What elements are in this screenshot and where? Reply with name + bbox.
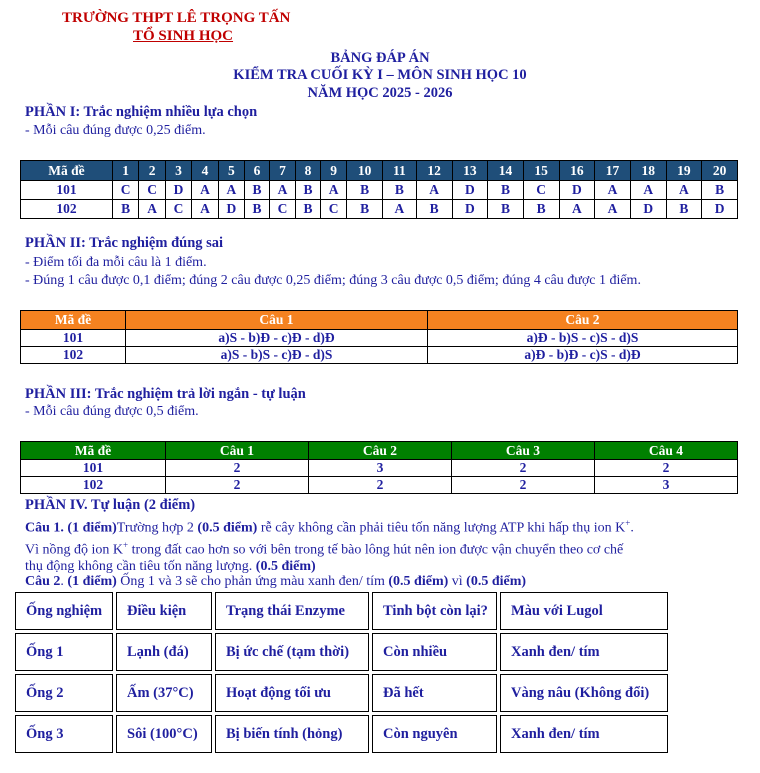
answer-cell: A: [269, 181, 295, 200]
answer-cell: B: [488, 181, 524, 200]
table-cell: 102: [21, 477, 166, 494]
table-header-row: [21, 161, 738, 181]
answer-cell: B: [488, 200, 524, 219]
table-cell: a)S - b)Đ - c)Đ - d)Đ: [126, 330, 428, 347]
answer-cell: D: [630, 200, 666, 219]
q1-score3: (0.5 điểm): [255, 559, 316, 575]
answer-cell: C: [523, 181, 559, 200]
part2-note1: - Điểm tối đa mỗi câu là 1 điểm.: [25, 255, 207, 270]
answer-cell: B: [296, 200, 321, 219]
answer-cell: B: [296, 181, 321, 200]
department-name: TỔ SINH HỌC: [133, 28, 234, 44]
table-cell: Vàng nâu (Không đổi): [500, 674, 668, 712]
table-cell: Xanh đen/ tím: [500, 715, 668, 753]
header-cell: Câu 1: [126, 311, 428, 330]
answer-cell: D: [452, 181, 488, 200]
table-row: [21, 347, 738, 364]
header-cell: 2: [139, 161, 165, 181]
table-cell: 2: [452, 460, 595, 477]
header-cell: 9: [320, 161, 346, 181]
answer-cell: B: [245, 181, 270, 200]
table-cell: 2: [595, 460, 738, 477]
row-code: 102: [21, 200, 113, 219]
table-cell: 101: [21, 460, 166, 477]
table-row: [21, 200, 738, 219]
answer-cell: A: [595, 181, 631, 200]
q1-label: Câu 1.: [25, 520, 64, 536]
table-row: [21, 330, 738, 347]
answer-cell: A: [192, 200, 218, 219]
part1-title: PHẦN I: Trắc nghiệm nhiều lựa chọn: [25, 104, 258, 120]
table-cell: Ấm (37°C): [116, 674, 212, 712]
header-cell: 12: [416, 161, 452, 181]
table-header-row: [21, 311, 738, 330]
q2-text-a: Ống 1 và 3 sẽ cho phản ứng màu xanh đen/ tím: [116, 574, 389, 589]
table-cell: Trạng thái Enzyme: [215, 592, 369, 630]
school-name: TRƯỜNG THPT LÊ TRỌNG TẤN: [62, 10, 291, 26]
table-cell: 101: [21, 330, 126, 347]
header-cell: 1: [112, 161, 138, 181]
answer-cell: C: [320, 200, 346, 219]
header-cell: 20: [702, 161, 738, 181]
answer-cell: D: [165, 181, 191, 200]
table-cell: a)Đ - b)Đ - c)S - d)Đ: [428, 347, 738, 364]
table-cell: Xanh đen/ tím: [500, 633, 668, 671]
header-cell: Mã đề: [21, 442, 166, 460]
answer-cell: B: [112, 200, 138, 219]
table-row: [15, 592, 668, 630]
q1-text-a: Trường hợp 2: [116, 520, 198, 536]
part1-note: - Mỗi câu đúng được 0,25 điểm.: [25, 123, 206, 138]
part3-table: [20, 441, 738, 494]
q1-score: (1 điểm): [67, 520, 117, 536]
q1-sup2: +: [123, 539, 129, 550]
answer-cell: A: [382, 200, 416, 219]
table-cell: Còn nguyên: [372, 715, 497, 753]
table-cell: Bị biến tính (hỏng): [215, 715, 369, 753]
doc-title: BẢNG ĐÁP ÁN: [330, 50, 430, 66]
table-cell: Điều kiện: [116, 592, 212, 630]
part4-table: [12, 589, 671, 756]
answer-cell: A: [666, 181, 702, 200]
header-cell: 6: [245, 161, 270, 181]
table-cell: Màu với Lugol: [500, 592, 668, 630]
answer-cell: A: [192, 181, 218, 200]
table-cell: Ống nghiệm: [15, 592, 113, 630]
table-row: [15, 715, 668, 753]
answer-cell: B: [666, 200, 702, 219]
table-cell: Lạnh (đá): [116, 633, 212, 671]
table-row: [15, 633, 668, 671]
table-row: [21, 181, 738, 200]
q1-sup: +: [625, 518, 631, 528]
answer-cell: A: [320, 181, 346, 200]
table-row: [15, 674, 668, 712]
table-cell: Đã hết: [372, 674, 497, 712]
header-cell: Mã đề: [21, 161, 113, 181]
answer-cell: C: [165, 200, 191, 219]
answer-cell: C: [269, 200, 295, 219]
school-year: NĂM HỌC 2025 - 2026: [307, 85, 453, 101]
table-cell: 3: [595, 477, 738, 494]
answer-cell: B: [347, 200, 383, 219]
answer-cell: D: [218, 200, 244, 219]
table-cell: 2: [166, 460, 309, 477]
part1-table: [20, 160, 738, 219]
header-cell: Mã đề: [21, 311, 126, 330]
table-cell: 2: [166, 477, 309, 494]
answer-cell: D: [559, 181, 595, 200]
header-cell: Câu 4: [595, 442, 738, 460]
question1-answer: [25, 515, 745, 575]
table-cell: Bị ức chế (tạm thời): [215, 633, 369, 671]
header-cell: 11: [382, 161, 416, 181]
table-cell: a)Đ - b)S - c)S - d)S: [428, 330, 738, 347]
header-cell: 7: [269, 161, 295, 181]
part2-title: PHẦN II: Trắc nghiệm đúng sai: [25, 235, 224, 251]
q1-line2b: trong đất cao hơn so với bên trong tế bào lông hút nên ion được vận chuyển theo cơ chế: [128, 542, 624, 558]
q1-line2a: Vì nồng độ ion K: [25, 542, 123, 558]
header-cell: Câu 2: [309, 442, 452, 460]
answer-cell: A: [595, 200, 631, 219]
table-header-row: [21, 442, 738, 460]
q2-score3: (0.5 điểm): [466, 574, 527, 589]
q1-score2: (0.5 điểm): [197, 520, 258, 536]
header-cell: 19: [666, 161, 702, 181]
table-cell: 102: [21, 347, 126, 364]
q1-text-c: .: [630, 520, 634, 536]
table-row: [21, 460, 738, 477]
answer-cell: A: [559, 200, 595, 219]
table-cell: 2: [452, 477, 595, 494]
answer-cell: A: [630, 181, 666, 200]
header-cell: 14: [488, 161, 524, 181]
answer-cell: B: [702, 181, 738, 200]
header-cell: 3: [165, 161, 191, 181]
answer-cell: B: [245, 200, 270, 219]
header-cell: Câu 2: [428, 311, 738, 330]
q1-line3: thụ động không cần tiêu tốn năng lượng.: [25, 559, 256, 575]
table-cell: Ống 3: [15, 715, 113, 753]
answer-cell: D: [452, 200, 488, 219]
header-cell: Câu 1: [166, 442, 309, 460]
answer-cell: C: [112, 181, 138, 200]
part3-note: - Mỗi câu đúng được 0,5 điểm.: [25, 404, 199, 419]
part2-note2: - Đúng 1 câu được 0,1 điểm; đúng 2 câu được 0,25 điểm; đúng 3 câu được 0,5 điểm; đúng 4 câu được 1 điểm.: [25, 273, 641, 288]
answer-cell: B: [416, 200, 452, 219]
header-cell: 8: [296, 161, 321, 181]
answer-cell: A: [218, 181, 244, 200]
answer-cell: B: [523, 200, 559, 219]
answer-cell: B: [347, 181, 383, 200]
question2-answer: [25, 573, 745, 590]
q2-score: (1 điểm): [67, 574, 117, 589]
answer-cell: D: [702, 200, 738, 219]
table-cell: a)S - b)S - c)Đ - d)S: [126, 347, 428, 364]
table-cell: Còn nhiều: [372, 633, 497, 671]
header-cell: 5: [218, 161, 244, 181]
header-cell: 18: [630, 161, 666, 181]
table-cell: Tinh bột còn lại?: [372, 592, 497, 630]
header-cell: 13: [452, 161, 488, 181]
part4-title: PHẦN IV. Tự luận (2 điểm): [25, 497, 196, 513]
header-cell: Câu 3: [452, 442, 595, 460]
table-cell: Ống 1: [15, 633, 113, 671]
doc-subtitle: KIỂM TRA CUỐI KỲ I – MÔN SINH HỌC 10: [233, 67, 527, 83]
q2-label: Câu 2: [25, 574, 61, 589]
answer-cell: B: [382, 181, 416, 200]
part2-table: [20, 310, 738, 364]
answer-cell: C: [139, 181, 165, 200]
table-cell: Hoạt động tối ưu: [215, 674, 369, 712]
table-cell: Sôi (100°C): [116, 715, 212, 753]
header-cell: 17: [595, 161, 631, 181]
header-cell: 10: [347, 161, 383, 181]
answer-cell: A: [139, 200, 165, 219]
row-code: 101: [21, 181, 113, 200]
header-cell: 15: [523, 161, 559, 181]
q2-dot: .: [60, 574, 68, 589]
table-cell: 3: [309, 460, 452, 477]
table-cell: Ống 2: [15, 674, 113, 712]
header-cell: 16: [559, 161, 595, 181]
table-row: [21, 477, 738, 494]
answer-cell: A: [416, 181, 452, 200]
table-cell: 2: [309, 477, 452, 494]
part3-title: PHẦN III: Trắc nghiệm trả lời ngắn - tự luận: [25, 386, 306, 402]
q1-text-b: rễ cây không cần phải tiêu tốn năng lượng ATP khi hấp thụ ion K: [257, 520, 626, 536]
q2-text-b: vì: [448, 574, 467, 589]
header-cell: 4: [192, 161, 218, 181]
q2-score2: (0.5 điểm): [388, 574, 449, 589]
